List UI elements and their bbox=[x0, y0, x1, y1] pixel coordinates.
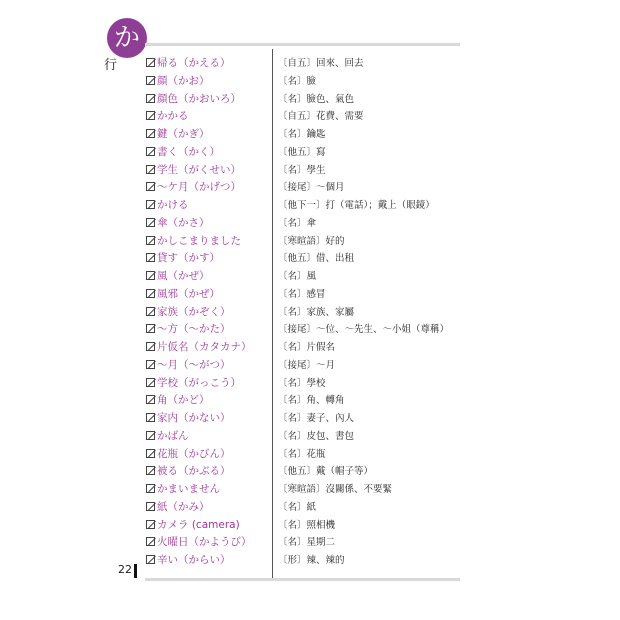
vocab-definition: 〔名〕花瓶 bbox=[278, 448, 326, 460]
vocab-term-text: ～月（～がつ） bbox=[157, 358, 231, 371]
vocab-term-text: 紙（かみ） bbox=[157, 500, 210, 513]
top-rule bbox=[145, 43, 460, 46]
vocab-term bbox=[146, 179, 241, 197]
vocab-entry bbox=[146, 392, 476, 410]
bottom-rule bbox=[145, 578, 460, 581]
checkbox-icon[interactable] bbox=[146, 253, 155, 262]
vocab-entry bbox=[146, 73, 476, 91]
checkbox-icon[interactable] bbox=[146, 324, 155, 333]
vocab-definition: 〔他下一〕打（電話）；戴上（眼鏡） bbox=[278, 200, 435, 211]
vocab-entry bbox=[146, 446, 476, 464]
checkbox-icon[interactable] bbox=[146, 395, 155, 404]
vocab-term bbox=[146, 375, 241, 393]
vocab-entry bbox=[146, 375, 476, 393]
vocab-entry bbox=[146, 55, 476, 73]
vocab-term-text: 辛い（からい） bbox=[157, 554, 231, 566]
vocab-definition: 〔自五〕花費、需要 bbox=[278, 111, 364, 123]
vocab-entry bbox=[146, 321, 476, 339]
vocab-term bbox=[146, 410, 231, 428]
vocab-entry bbox=[146, 463, 476, 481]
checkbox-icon[interactable] bbox=[146, 307, 155, 316]
vocab-term bbox=[146, 428, 189, 446]
checkbox-icon[interactable] bbox=[146, 378, 155, 387]
checkbox-icon[interactable] bbox=[146, 129, 155, 138]
vocab-definition: 〔名〕感冒 bbox=[278, 288, 326, 300]
checkbox-icon[interactable] bbox=[146, 449, 155, 458]
vocab-term-text: かまいません bbox=[157, 483, 220, 495]
vocab-definition: 〔名〕星期二 bbox=[278, 537, 336, 549]
vocab-entry bbox=[146, 268, 476, 286]
vocab-term bbox=[146, 197, 189, 215]
checkbox-icon[interactable] bbox=[146, 94, 155, 103]
checkbox-icon[interactable] bbox=[146, 182, 155, 191]
checkbox-icon[interactable] bbox=[146, 537, 155, 546]
vocab-term-text: 火曜日（かようび） bbox=[157, 536, 252, 549]
vocab-entry bbox=[146, 357, 476, 375]
vocab-term-text: 傘（かさ） bbox=[157, 216, 210, 229]
vocab-definition: 〔名〕角、轉角 bbox=[278, 395, 345, 407]
vocab-term bbox=[146, 552, 231, 570]
vocab-entry bbox=[146, 339, 476, 357]
vocab-term bbox=[146, 321, 231, 339]
vocab-definition: 〔他五〕戴（帽子等） bbox=[278, 466, 374, 478]
vocab-definition: 〔名〕妻子、內人 bbox=[278, 413, 355, 424]
vocab-definition: 〔寒暄語〕好的 bbox=[278, 235, 345, 247]
kana-section-badge: か bbox=[107, 18, 147, 58]
checkbox-icon[interactable] bbox=[146, 413, 155, 422]
vocab-definition: 〔名〕臉 bbox=[278, 75, 317, 87]
page-number-bar bbox=[134, 564, 137, 578]
vocab-term bbox=[146, 144, 220, 162]
vocab-definition: 〔名〕傘 bbox=[278, 217, 317, 229]
row-label: 行 bbox=[104, 58, 118, 73]
vocab-term bbox=[146, 126, 210, 144]
vocab-term bbox=[146, 162, 241, 180]
vocab-term-text: 片仮名（カタカナ） bbox=[157, 341, 252, 353]
checkbox-icon[interactable] bbox=[146, 502, 155, 511]
vocab-term-text: かかる bbox=[157, 110, 189, 123]
vocab-term-text: 風邪（かぜ） bbox=[157, 287, 220, 300]
vocab-entry bbox=[146, 197, 476, 215]
vocab-term-text: 花瓶（かびん） bbox=[157, 447, 231, 460]
vocabulary-list bbox=[146, 55, 476, 570]
checkbox-icon[interactable] bbox=[146, 165, 155, 174]
vocab-term bbox=[146, 534, 252, 552]
vocab-entry bbox=[146, 552, 476, 570]
vocab-entry bbox=[146, 233, 476, 251]
vocab-entry bbox=[146, 534, 476, 552]
vocab-term-text: ～ケ月（かげつ） bbox=[157, 181, 241, 194]
checkbox-icon[interactable] bbox=[146, 466, 155, 475]
vocab-term bbox=[146, 233, 241, 251]
vocab-definition: 〔名〕風 bbox=[278, 271, 317, 282]
checkbox-icon[interactable] bbox=[146, 342, 155, 351]
vocab-entry bbox=[146, 286, 476, 304]
vocab-definition: 〔自五〕回來、回去 bbox=[278, 58, 364, 69]
vocab-term bbox=[146, 499, 210, 517]
vocab-term-text: 被る（かぶる） bbox=[157, 465, 231, 478]
vocab-term bbox=[146, 215, 210, 233]
vocab-term-text: 学校（がっこう） bbox=[157, 376, 241, 389]
vocab-term bbox=[146, 339, 252, 357]
vocab-entry bbox=[146, 499, 476, 517]
checkbox-icon[interactable] bbox=[146, 360, 155, 369]
vocab-term-text: 鍵（かぎ） bbox=[157, 128, 210, 140]
vocab-term bbox=[146, 517, 240, 535]
vocab-term bbox=[146, 304, 231, 322]
checkbox-icon[interactable] bbox=[146, 236, 155, 245]
vocab-definition: 〔寒暄語〕沒關係、不要緊 bbox=[278, 484, 393, 495]
checkbox-icon[interactable] bbox=[146, 520, 155, 529]
vocab-definition: 〔名〕皮包、書包 bbox=[278, 430, 355, 442]
vocab-definition: 〔形〕辣、辣的 bbox=[278, 555, 345, 566]
vocab-entry bbox=[146, 304, 476, 322]
vocab-entry bbox=[146, 179, 476, 197]
vocab-term bbox=[146, 446, 231, 464]
checkbox-icon[interactable] bbox=[146, 431, 155, 440]
checkbox-icon[interactable] bbox=[146, 289, 155, 298]
vocab-definition: 〔接尾〕～個月 bbox=[278, 182, 345, 194]
vocab-definition: 〔名〕紙 bbox=[278, 501, 317, 513]
vocab-term bbox=[146, 91, 241, 109]
vocab-definition: 〔名〕學校 bbox=[278, 377, 326, 389]
vocab-term-text: かける bbox=[157, 199, 189, 211]
vocab-entry bbox=[146, 144, 476, 162]
vocab-term-text: 書く（かく） bbox=[157, 145, 220, 158]
vocab-definition: 〔接尾〕～月 bbox=[278, 359, 336, 371]
vocab-term-text: 顔色（かおいろ） bbox=[157, 92, 241, 105]
checkbox-icon[interactable] bbox=[146, 555, 155, 564]
vocab-term bbox=[146, 286, 220, 304]
vocab-term-text: ～方（～かた） bbox=[157, 323, 231, 336]
vocab-entry bbox=[146, 481, 476, 499]
vocab-definition: 〔名〕家族、家屬 bbox=[278, 306, 355, 318]
vocab-entry bbox=[146, 91, 476, 109]
vocab-entry bbox=[146, 108, 476, 126]
vocab-term-text: 家族（かぞく） bbox=[157, 305, 231, 318]
vocab-definition: 〔他五〕借、出租 bbox=[278, 253, 355, 265]
vocab-term-text: 家内（かない） bbox=[157, 412, 231, 424]
vocab-entry bbox=[146, 410, 476, 428]
vocab-entry bbox=[146, 215, 476, 233]
vocab-definition: 〔名〕照相機 bbox=[278, 519, 336, 531]
vocab-term bbox=[146, 357, 231, 375]
vocab-definition: 〔名〕學生 bbox=[278, 164, 326, 176]
checkbox-icon[interactable] bbox=[146, 147, 155, 156]
vocab-term bbox=[146, 481, 220, 499]
checkbox-icon[interactable] bbox=[146, 200, 155, 209]
vocab-term-text: 帰る（かえる） bbox=[157, 57, 231, 69]
vocab-entry bbox=[146, 428, 476, 446]
checkbox-icon[interactable] bbox=[146, 58, 155, 67]
checkbox-icon[interactable] bbox=[146, 76, 155, 85]
vocab-term-text: 貸す（かす） bbox=[157, 252, 220, 265]
vocab-term-text: かばん bbox=[157, 429, 189, 442]
vocab-entry bbox=[146, 162, 476, 180]
checkbox-icon[interactable] bbox=[146, 111, 155, 120]
checkbox-icon[interactable] bbox=[146, 218, 155, 227]
vocab-definition: 〔名〕鑰匙 bbox=[278, 129, 326, 140]
vocab-term bbox=[146, 73, 210, 91]
vocab-entry bbox=[146, 517, 476, 535]
vocab-term-text: かしこまりました bbox=[157, 234, 241, 247]
vocab-entry bbox=[146, 126, 476, 144]
checkbox-icon[interactable] bbox=[146, 484, 155, 493]
vocab-term-text: 角（かど） bbox=[157, 394, 210, 407]
vocab-term-text: 顔（かお） bbox=[157, 74, 210, 87]
checkbox-icon[interactable] bbox=[146, 271, 155, 280]
vocab-definition: 〔名〕片假名 bbox=[278, 342, 336, 353]
vocab-term bbox=[146, 268, 210, 286]
vocab-term-text: カメラ (camera) bbox=[157, 518, 240, 531]
vocab-term bbox=[146, 250, 220, 268]
vocab-term-text: 風（かぜ） bbox=[157, 270, 210, 282]
page-number: 22 bbox=[118, 563, 132, 576]
vocab-definition: 〔他五〕寫 bbox=[278, 146, 326, 158]
vocab-term bbox=[146, 55, 231, 73]
vocab-definition: 〔接尾〕～位、～先生、～小姐（尊稱） bbox=[278, 324, 450, 336]
vocab-definition: 〔名〕臉色、氣色 bbox=[278, 93, 355, 105]
vocab-term-text: 学生（がくせい） bbox=[157, 163, 241, 176]
vocab-term bbox=[146, 392, 210, 410]
vocab-entry bbox=[146, 250, 476, 268]
vocab-term bbox=[146, 108, 189, 126]
vocab-term bbox=[146, 463, 231, 481]
